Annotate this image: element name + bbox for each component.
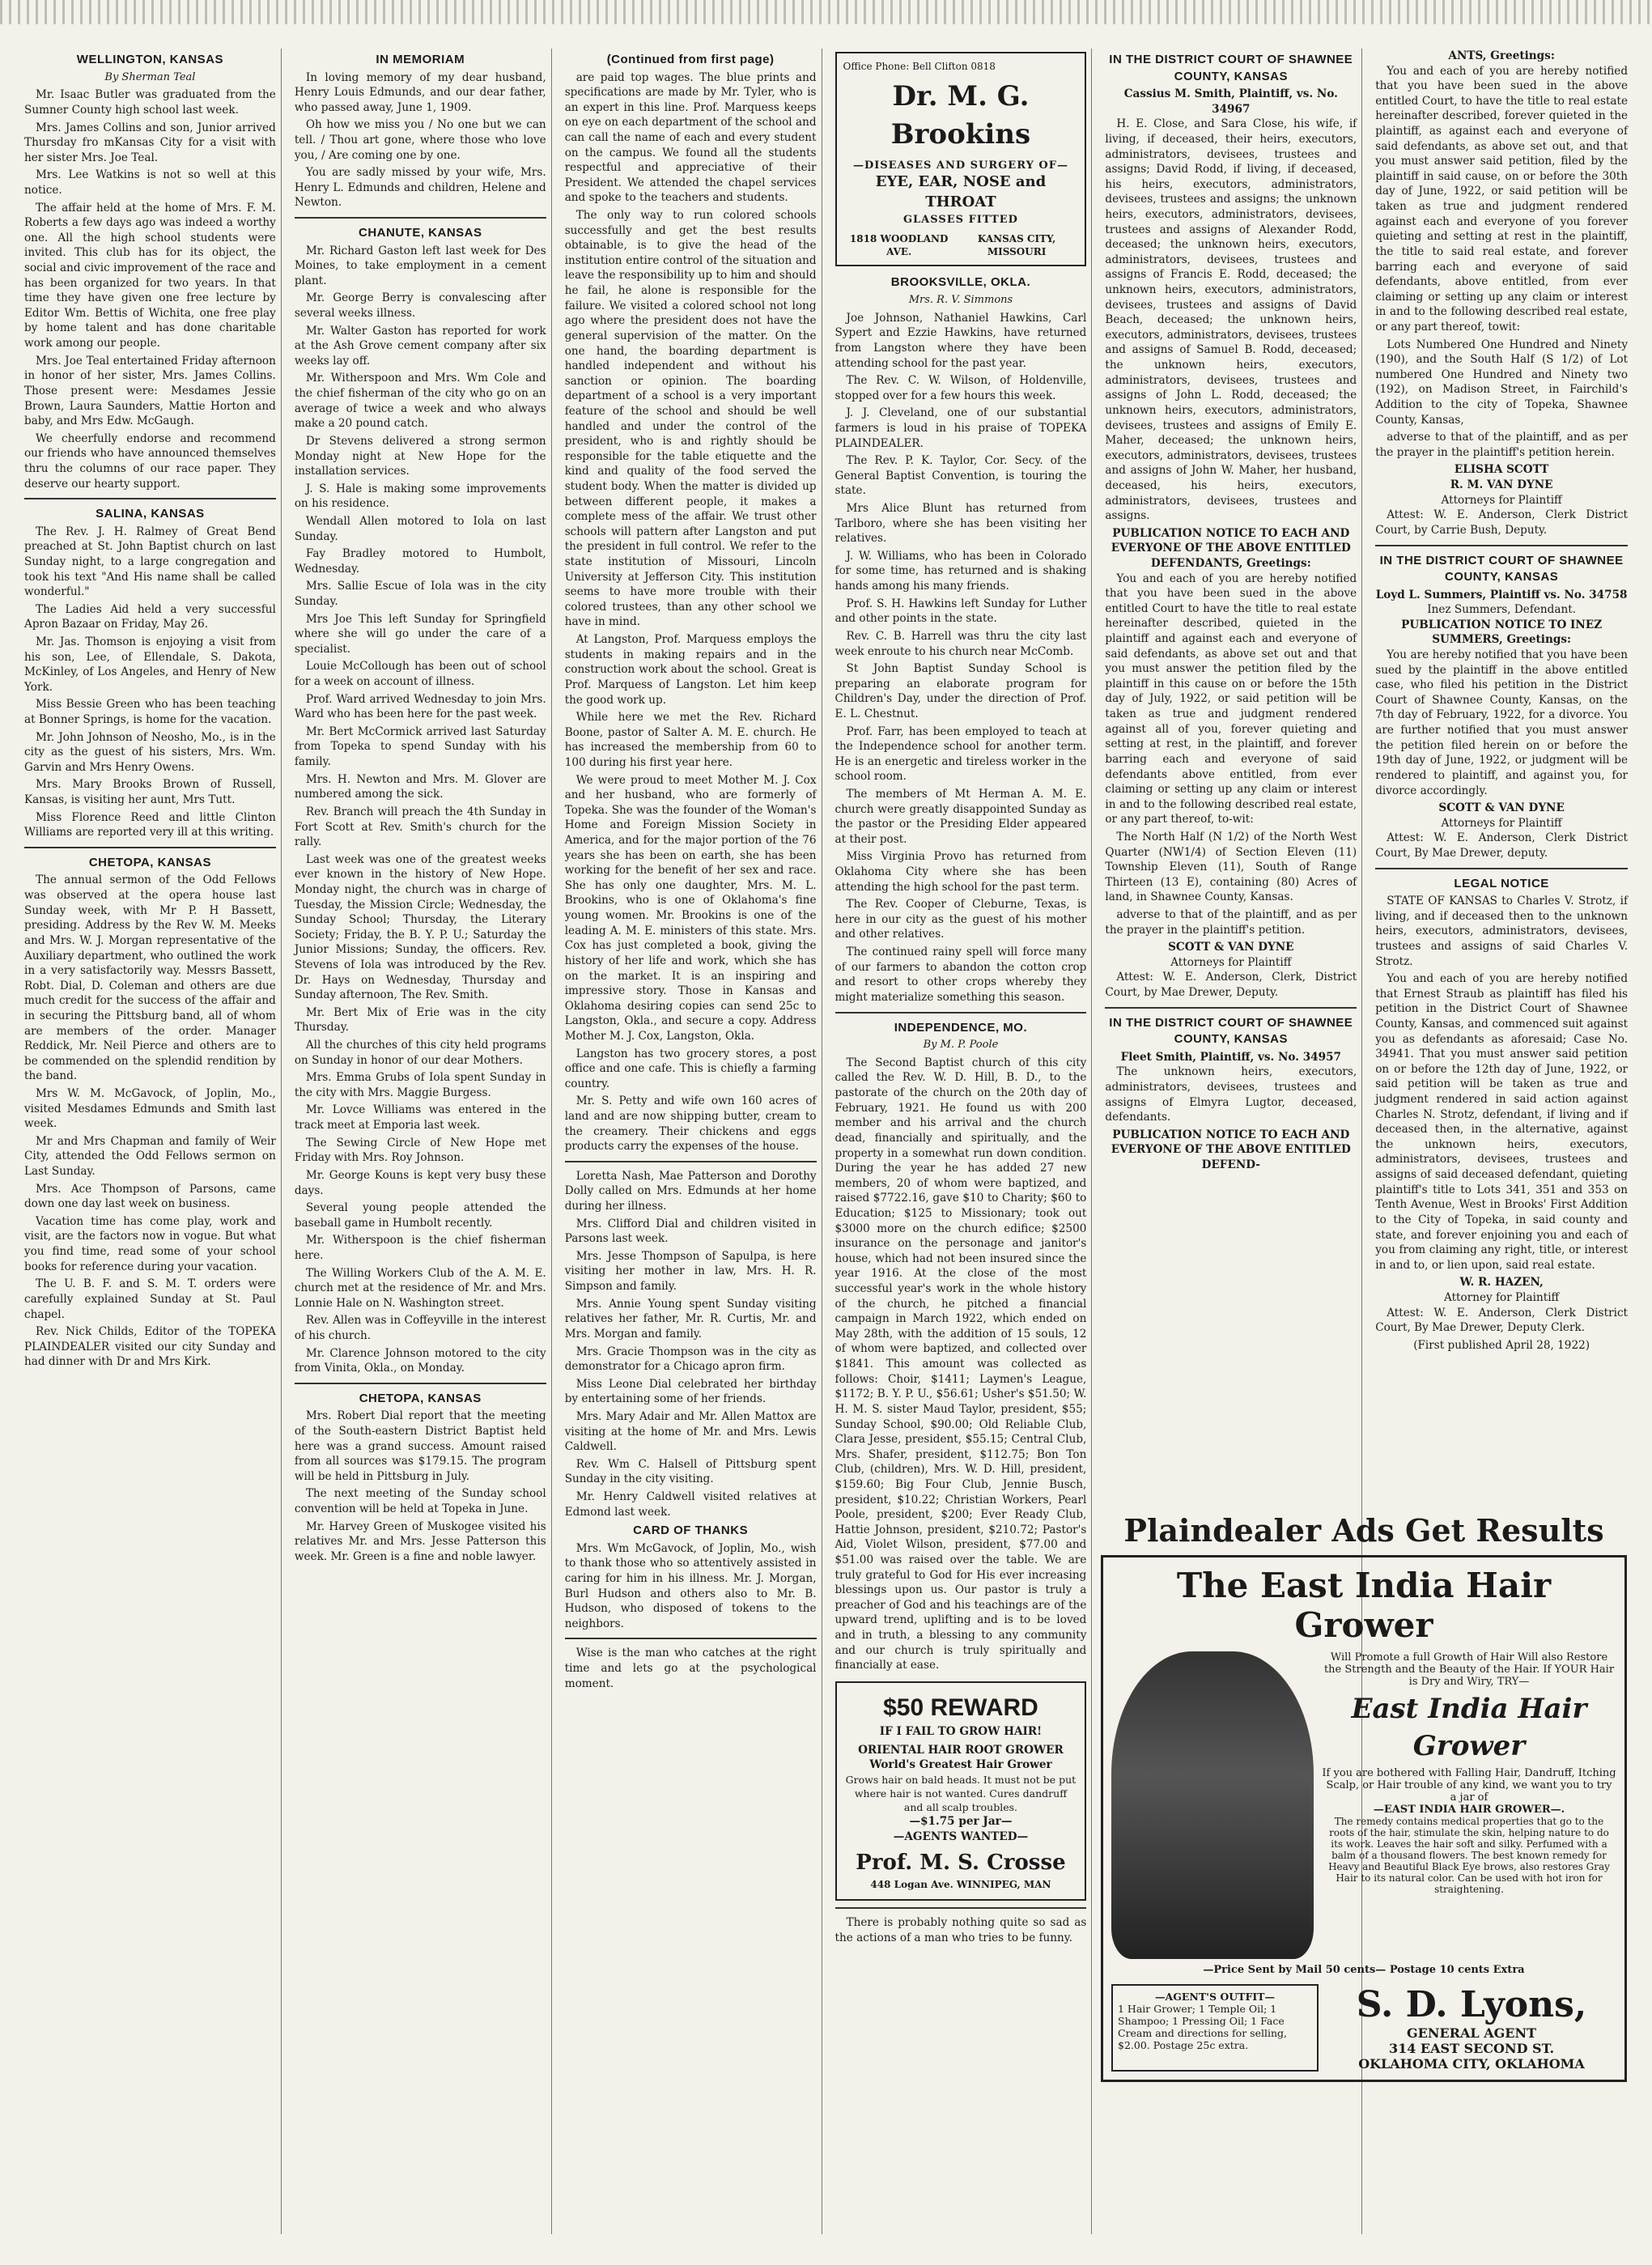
- paragraph: Mr. Walter Gaston has reported for work at the Ash Grove cement company after six weeks lay off.: [294, 324, 546, 368]
- divider: [565, 1638, 817, 1639]
- doctor-spec-2: EYE, EAR, NOSE and THROAT: [875, 173, 1047, 211]
- paragraph: Mrs. Lee Watkins is not so well at this notice.: [24, 168, 276, 197]
- hair-ad: [1101, 1555, 1627, 2082]
- agent-outfit-text: 1 Hair Grower; 1 Temple Oil; 1 Shampoo; 1 Pressing Oil; 1 Face Cream and directions for selling, $2.00. Postage 25c extra.: [1118, 2003, 1287, 2051]
- paragraph: Langston has two grocery stores, a post office and one cafe. This is chiefly a farming country.: [564, 1047, 817, 1090]
- paragraph: are paid top wages. The blue prints and specifications are made by Mr. Tyler, who is an expert in this line. Prof. Marquess keeps on eye on each department of the school and can call the name of each and every student on the campus. We found all the students respectful and appreciative of their President. We attended the chapel services and spoke to the teachers and students.: [564, 70, 817, 205]
- paragraph: Mr. Bert Mix of Erie was in the city Thursday.: [294, 1005, 546, 1035]
- heading-court-3: IN THE DISTRICT COURT OF SHAWNEE COUNTY, KANSAS: [1379, 553, 1624, 584]
- agent-name: S. D. Lyons,: [1356, 1984, 1587, 2025]
- byline-brooksville: Mrs. R. V. Simmons: [908, 293, 1013, 306]
- court1-parties: [1105, 117, 1357, 523]
- signature-3b: Attorneys for Plaintiff: [1441, 816, 1562, 830]
- signature-1b: Attorneys for Plaintiff: [1170, 955, 1292, 969]
- paragraph: Mr. Lovce Williams was entered in the track meet at Emporia last week.: [294, 1103, 546, 1132]
- case-number-1: Cassius M. Smith, Plaintiff, vs. No. 34967: [1123, 87, 1338, 116]
- paragraph: We cheerfully endorse and recommend our friends who have announced themselves thru the columns of our race paper. They deserve our hearty support.: [24, 431, 276, 491]
- paragraph: Mr. Witherspoon is the chief fisherman here.: [294, 1234, 546, 1262]
- signature-2: ELISHA SCOTT: [1454, 463, 1549, 477]
- hair-ad-lead: Will Promote a full Growth of Hair Will also Restore the Strength and the Beauty of the Hair. If YOUR Hair is Dry and Wiry, TRY—: [1323, 1651, 1615, 1688]
- heading-card-thanks: CARD OF THANKS: [633, 1523, 749, 1538]
- case-number-3: Loyd L. Summers, Plaintiff vs. No. 34758: [1375, 588, 1628, 601]
- paragraph: Vacation time has come play, work and visit, are the factors now in vogue. But what you find time, read some of your school books for reference during your vacation.: [24, 1214, 276, 1273]
- divider: [295, 217, 546, 219]
- paragraph: The only way to run colored schools successfully and get the best results obtainable, is to give the head of the institution entire control of the situation and leave the responsibility up to him and should he fail, he alone is responsible for the failure. We visited a colored school not long ago where the president does not have the general supervision of the matter. On the one hand, the boarding department is handled independent and without his sanction or opinion. The boarding department of a school is a very important feature of the school and should be well handled and under the control of the president, who is and rightly should be responsible for the table etiquette and the kind and quality of the food served the student body. When the matter is divided up between different people, it makes a complete mess of the affair. We trust other schools will pattern after Langston and put the president in full control. We refer to the state institution of Missouri, Lincoln University at Jefferson City. This institution seems to have more trouble with their colored trustees, than any other school we have in mind.: [564, 209, 817, 629]
- paragraph: The Sewing Circle of New Hope met Friday with Mrs. Roy Johnson.: [294, 1136, 546, 1165]
- paragraph: STATE OF KANSAS to Charles V. Strotz, if living, and if deceased then to the unknown heirs, executors, administrators, devisees, trustees and assigns of said Charles V. Strotz.: [1375, 895, 1629, 968]
- hair-ad-title: The East India Hair Grower: [1176, 1566, 1552, 1645]
- greetings-continued: ANTS, Greetings:: [1448, 49, 1555, 62]
- paragraph: Miss Bessie Green who has been teaching at Bonner Springs, is home for the vacation.: [24, 698, 276, 727]
- reward-line-3: Grows hair on bald heads. It must not be put where hair is not wanted. Cures dandruff and all scalp troubles.: [845, 1773, 1077, 1814]
- divider: [1375, 868, 1628, 869]
- paragraph: Mr. Bert McCormick arrived last Saturday from Topeka to spend Sunday with his family.: [294, 725, 546, 769]
- divider: [295, 1383, 546, 1384]
- paragraph: Prof. Ward arrived Wednesday to join Mrs. Ward who has been here for the past week.: [294, 692, 546, 721]
- paragraph: Mrs. Clifford Dial and children visited in Parsons last week.: [564, 1217, 817, 1246]
- heading-court-1: IN THE DISTRICT COURT OF SHAWNEE COUNTY, KANSAS: [1109, 53, 1353, 83]
- paragraph: adverse to that of the plaintiff, and as per the prayer in the plaintiff's petition herein.: [1375, 431, 1629, 459]
- paragraph: Mrs. Mary Brooks Brown of Russell, Kansas, is visiting her aunt, Mrs Tutt.: [24, 778, 276, 807]
- court3-notice-paras: [1375, 648, 1628, 798]
- hair-ad-body-2: —EAST INDIA HAIR GROWER—.: [1373, 1804, 1565, 1816]
- agent-outfit-box: [1111, 1984, 1319, 2072]
- paragraph: The next meeting of the Sunday school convention will be held at Topeka in June.: [294, 1487, 546, 1516]
- column-4: [830, 49, 1093, 2234]
- paragraph: Rev. Branch will preach the 4th Sunday in Fort Scott at Rev. Smith's church for the rally.: [294, 805, 546, 849]
- column-1: [19, 49, 282, 2234]
- reward-agents: —AGENTS WANTED—: [893, 1829, 1029, 1843]
- signature-3: SCOTT & VAN DYNE: [1438, 801, 1565, 815]
- paragraph: Mrs Joe This left Sunday for Springfield where she will go under the care of a specialist.: [294, 612, 546, 656]
- paragraph: Last week was one of the greatest weeks ever known in the history of New Hope. Monday night, the church was in charge of Tuesday, the Mission Circle; Wednesday, the Sunday School; Thursday, the Literary Society; Friday, the B. Y. P. U.; Saturday the Junior Missions; Sunday, the officers. Rev. Stevens of Iola was introduced by the Rev. Dr. Hays on Wednesday, Thursday and Sunday afternoon, The Rev. Smith.: [294, 852, 546, 1002]
- first-published: (First published April 28, 1922): [1413, 1338, 1590, 1352]
- chanute-paras: [295, 244, 546, 1376]
- agent-outfit-title: —AGENT'S OUTFIT—: [1155, 1991, 1275, 2003]
- paragraph: Prof. Farr, has been employed to teach at the Independence school for another term. He is an energetic and tireless worker in the school room.: [834, 725, 1087, 784]
- attest-2: Attest: W. E. Anderson, Clerk District Court, by Carrie Bush, Deputy.: [1375, 508, 1629, 537]
- paragraph: Mr. Harvey Green of Muskogee visited his relatives Mr. and Mrs. Jesse Patterson this week. Mr. Green is a fine and noble lawyer.: [294, 1519, 546, 1563]
- reward-line-2: World's Greatest Hair Grower: [869, 1758, 1052, 1772]
- defendant-3: Inez Summers, Defendant.: [1427, 603, 1577, 617]
- paragraph: Mrs. Mary Adair and Mr. Allen Mattox are visiting at the home of Mr. and Mrs. Lewis Caldwell.: [564, 1409, 817, 1454]
- paragraph: The Willing Workers Club of the A. M. E. church met at the residence of Mr. and Mrs. Lonnie Hale on N. Washington street.: [294, 1266, 546, 1310]
- ads-headline: Plaindealer Ads Get Results: [1123, 1512, 1604, 1549]
- signature-4b: Attorney for Plaintiff: [1444, 1290, 1560, 1304]
- paragraph: Mr. S. Petty and wife own 160 acres of land and are now shipping butter, cream to the creamery. Their chickens and eggs products carry the expenses of the house.: [564, 1094, 817, 1154]
- paragraph: J. J. Cleveland, one of our substantial farmers is loud in his praise of TOPEKA PLAINDEALER.: [834, 406, 1087, 450]
- attest-4: Attest: W. E. Anderson, Clerk District Court, By Mae Drewer, Deputy Clerk.: [1375, 1306, 1629, 1335]
- heading-chanute: CHANUTE, KANSAS: [359, 226, 482, 240]
- divider: [565, 1161, 817, 1162]
- doctor-name: Dr. M. G. Brookins: [890, 80, 1031, 151]
- paragraph: Louie McCollough has been out of school for a week on account of illness.: [294, 660, 546, 689]
- paragraph: H. E. Close, and Sara Close, his wife, if living, if deceased, their heirs, executors, administrators, devisees, trustees and assigns; David Rodd, if living, if deceased, his heirs, executors, administrators, devisees, trustees and assigns; the unknown heirs, executors, administrators, devisees, trustees and assigns of Alexander Rodd, deceased; the unknown heirs, executors, administrators, devisees, trustees and assigns of Francis E. Rodd, deceased; the unknown heirs, executors, administrators, devisees, trustees and assigns of David Beach, deceased; the unknown heirs, executors, administrators, devisees, trustees and assigns of Samuel B. Rodd, deceased; the unknown heirs, executors, administrators, devisees, trustees and assigns of John L. Rodd, deceased; the unknown heirs, executors, administrators, devisees, trustees and assigns of Emily E. Maher, deceased; the unknown heirs, executors, administrators, devisees, trustees and assigns of John W. Maher, her husband, deceased, his heirs, executors, administrators, devisees, trustees and assigns.: [1105, 117, 1357, 523]
- paragraph: In loving memory of my dear husband, Henry Louis Edmunds, and our dear father, who passed away, June 1, 1909.: [294, 70, 546, 114]
- case-number-2: Fleet Smith, Plaintiff, vs. No. 34957: [1120, 1050, 1342, 1064]
- paragraph: Mr. Richard Gaston left last week for Des Moines, to take employment in a cement plant.: [294, 244, 546, 287]
- paragraph: Mrs. Robert Dial report that the meeting of the South-eastern District Baptist held here was a grand success. Amount raised from all sources was $179.15. The program will be held in Pittsburg in July.: [294, 1409, 546, 1483]
- hair-ad-region: [1101, 1506, 1627, 2082]
- paragraph: Loretta Nash, Mae Patterson and Dorothy Dolly called on Mrs. Edmunds at her home during her illness.: [564, 1169, 817, 1213]
- byline-wellington: By Sherman Teal: [104, 70, 196, 83]
- paragraph: All the churches of this city held programs on Sunday in honor of our dear Mothers.: [294, 1039, 546, 1067]
- paragraph: The Rev. C. W. Wilson, of Holdenville, stopped over for a few hours this week.: [834, 374, 1087, 402]
- publication-notice-1: PUBLICATION NOTICE TO EACH AND EVERYONE OF THE ABOVE ENTITLED DEFENDANTS, Greetings:: [1111, 526, 1351, 570]
- paragraph: Mr. Henry Caldwell visited relatives at Edmond last week.: [564, 1490, 817, 1519]
- hair-ad-text: [1322, 1651, 1616, 1959]
- hair-ad-body: [1111, 1651, 1616, 1959]
- attest-1: Attest: W. E. Anderson, Clerk, District Court, by Mae Drewer, Deputy.: [1105, 971, 1357, 1000]
- agent-address-1: 314 EAST SECOND ST.: [1388, 2041, 1555, 2056]
- card-thanks-text: Mrs. Wm McGavock, of Joplin, Mo., wish to thank those who so attentively assisted in caring for him in his illness. Mr. J. Morgan, Burl Hudson and others also to Mr. B. Hudson, who disposed of tokens to the neighbors.: [564, 1541, 817, 1630]
- reward-name: Prof. M. S. Crosse: [856, 1851, 1066, 1876]
- reward-price: —$1.75 per Jar—: [909, 1815, 1013, 1829]
- woman-portrait-image: [1111, 1651, 1314, 1959]
- doctor-card: [835, 52, 1087, 266]
- agent-address-2: OKLAHOMA CITY, OKLAHOMA: [1358, 2056, 1585, 2072]
- paragraph: You and each of you are hereby notified that you have been sued in the above entitled Court to have the title to real estate hereinafter described, quieted in the plaintiff and against each and everyone of said defendants, as above set out and that you must answer the petition filed by the plaintiff in this cause on or before the 15th day of July, 1922, or said petition will be taken as true and judgment rendered against all of you, forever quieting and setting at rest, in the plaintiff, and forever barring each and everyone of said defendants above entitled, from ever claiming or setting up any claim or interest in and to the following described real estate, or any part thereof, to-wit:: [1105, 572, 1357, 827]
- hair-ad-body-1: If you are bothered with Falling Hair, Dandruff, Itching Scalp, or Hair trouble of any kind, we want you to try a jar of: [1322, 1767, 1616, 1804]
- divider: [24, 847, 276, 848]
- paragraph: Mr. Isaac Butler was graduated from the Sumner County high school last week.: [24, 88, 276, 117]
- heading-continued: (Continued from first page): [606, 53, 775, 66]
- agent-role: GENERAL AGENT: [1406, 2025, 1536, 2041]
- paragraph: The members of Mt Herman A. M. E. church were greatly disappointed Sunday as the pastor or the Presiding Elder appeared at their post.: [834, 788, 1087, 846]
- paragraph: The North Half (N 1/2) of the North West Quarter (NW1/4) of Section Eleven (11) Township Eleven (11), South of Range Thirteen (13 E), containing (80) Acres of land, in Shawnee County, Kansas.: [1105, 830, 1357, 904]
- court2-parties: [1105, 1065, 1357, 1124]
- chetopa-paras: [24, 873, 276, 1370]
- paragraph: You and each of you are hereby notified that Ernest Straub as plaintiff has filed his petition in the District Court of Shawnee County, Kansas, and commenced suit against you as defendants as aforesaid; Case No. 34941. That you must answer said petition on or before the 12th day of June, 1922, or said petition will be taken as true and judgment rendered in said action against Charles N. Strotz, defendant, if living and if deceased then, in the alternative, against the unknown heirs, executors, administrators, devisees, trustees and assigns of said deceased defendant, quieting plaintiff's title to Lots 341, 351 and 353 on Tenth Avenue, West in Brooks' First Addition to the City of Topeka, in said county and state, and forever enjoining you and each of you from claiming any right, title, or interest in and to, or lien upon, said real estate.: [1375, 972, 1629, 1272]
- paragraph: We were proud to meet Mother M. J. Cox and her husband, who are formerly of Topeka. She was the founder of the Woman's Home and Foreign Mission Society in America, and for the major portion of the 76 years she has been on earth, she has been working for the benefit of her sex and race. She has only one daughter, Mrs. M. L. Brookins, who is one of Oklahoma's fine young women. Mr. Brookins is one of the leading A. M. E. ministers of this state. Mrs. Cox has just completed a book, giving the history of her life and work, which she has on the market. It is an inspiring and impressive story. Those in Kansas and Oklahoma desiring copies can send 25c to Langston, Okla., and secure a copy. Address Mother M. J. Cox, Langston, Okla.: [564, 773, 817, 1043]
- legal-notice-paras: [1375, 894, 1628, 1273]
- paragraph: Miss Florence Reed and little Clinton Williams are reported very ill at this writing.: [24, 810, 276, 839]
- doctor-spec-3: GLASSES FITTED: [902, 213, 1018, 226]
- paragraph: Mrs. Emma Grubs of Iola spent Sunday in the city with Mrs. Maggie Burgess.: [294, 1071, 546, 1099]
- paragraph: J. S. Hale is making some improvements on his residence.: [294, 482, 546, 511]
- heading-memoriam: IN MEMORIAM: [376, 53, 465, 66]
- office-phone: Office Phone: Bell Clifton 0818: [843, 61, 996, 72]
- doctor-address-1: 1818 WOODLAND AVE.: [849, 232, 949, 257]
- paragraph: Rev. Nick Childs, Editor of the TOPEKA PLAINDEALER visited our city Sunday and had dinner with Dr and Mrs Kirk.: [24, 1325, 276, 1369]
- paragraph: St John Baptist Sunday School is preparing an elaborate program for Children's Day, under the direction of Prof. E. L. Chestnut.: [834, 662, 1087, 720]
- paragraph: The U. B. F. and S. M. T. orders were carefully explained Sunday at St. Paul chapel.: [24, 1277, 276, 1321]
- paragraph: Wendall Allen motored to Iola on last Sunday.: [294, 514, 546, 543]
- hair-ad-footer: [1111, 1984, 1616, 2072]
- paragraph: Several young people attended the baseball game in Humbolt recently.: [294, 1201, 546, 1230]
- paragraph: Mr. Jas. Thomson is enjoying a visit from his son, Lee, of Ellendale, S. Dakota, McKinley, of Los Angeles, and Henry of New York.: [24, 635, 276, 694]
- attest-3: Attest: W. E. Anderson, Clerk District Court, By Mae Drewer, deputy.: [1375, 831, 1629, 860]
- paragraph: The annual sermon of the Odd Fellows was observed at the opera house last Sunday week, with Mr P. H Bassett, presiding. Address by the Rev W. M. Meeks and Mrs. W. J. Morgan representative of the Auxiliary department, who outlined the work in a very satisfactorily way. Messrs Bassett, Robt. Dial, D. Coleman and others are due much credit for the success of the affair and in securing the Pittsburg band, all of whom are members of the order. Manager Reddick, Mr. Neil Pierce and others are to be commended on the splendid rendition by the band.: [24, 873, 276, 1083]
- chetopa2-paras: [295, 1409, 546, 1564]
- paragraph: While here we met the Rev. Richard Boone, pastor of Salter A. M. E. church. He has increased the membership from 60 to 100 during his first year here.: [564, 711, 817, 769]
- paragraph: The unknown heirs, executors, administrators, devisees, trustees and assigns of Elmyra Lugtor, deceased, defendants.: [1105, 1065, 1357, 1124]
- hair-ad-price: —Price Sent by Mail 50 cents— Postage 10 cents Extra: [1203, 1964, 1525, 1976]
- signature-4: W. R. HAZEN,: [1459, 1276, 1544, 1290]
- byline-independence: By M. P. Poole: [923, 1039, 999, 1052]
- paragraph: Mrs. Gracie Thompson was in the city as demonstrator for a Chicago apron firm.: [564, 1345, 817, 1374]
- paragraph: J. W. Williams, who has been in Colorado for some time, has returned and is shaking hands among his many friends.: [834, 549, 1087, 593]
- reward-ad: [835, 1681, 1087, 1902]
- paragraph: The Ladies Aid held a very successful Apron Bazaar on Friday, May 26.: [24, 602, 276, 631]
- paragraph: Mr. George Kouns is kept very busy these days.: [294, 1168, 546, 1197]
- doctor-spec-1: —DISEASES AND SURGERY OF—: [852, 159, 1068, 172]
- paragraph: The Rev. P. K. Taylor, Cor. Secy. of the General Baptist Convention, is touring the state.: [834, 454, 1087, 498]
- salina-paras: [24, 525, 276, 840]
- paragraph: Rev. Wm C. Halsell of Pittsburg spent Sunday in the city visiting.: [564, 1457, 817, 1486]
- paragraph: The affair held at the home of Mrs. F. M. Roberts a few days ago was indeed a worthy one. All the high school students were invited. This club has for its object, the social and civic improvement of the race and has been organized for two years. In that time they have given one free lecture by Editor Wm. Bettis of Wichita, one free play by home talent and has done charitable work among our people.: [24, 201, 276, 351]
- paragraph: Mr. George Berry is convalescing after several weeks illness.: [294, 291, 546, 321]
- signature-1: SCOTT & VAN DYNE: [1168, 941, 1294, 954]
- paragraph: Mr. Witherspoon and Mrs. Wm Cole and the chief fisherman of the city who go on an average of twice a week and who always make a 20 pound catch.: [294, 372, 546, 431]
- paragraph: Mr. Clarence Johnson motored to the city from Vinita, Okla., on Monday.: [294, 1346, 546, 1375]
- paragraph: Mrs. Ace Thompson of Parsons, came down one day last week on business.: [24, 1182, 276, 1211]
- paragraph: You and each of you are hereby notified that you have been sued in the above entitled Court, to have the title to real estate hereinafter described, forever quieted in the plaintiff, as against each and everyone of said defendants, as above set out, and that you must answer said petition, filed by the plaintiff in said cause, on or before the 30th day of June, 1922, or said petition will be taken as true and judgment rendered against each and everyone of you forever quieting and setting at rest in the plaintiff, the title to said real estate, and forever barring each and everyone of said defendants, above entitled, from ever claiming or setting up any claim or interest in and to the following described real estate, or any part thereof, towit:: [1375, 64, 1629, 334]
- paragraph: adverse to that of the plaintiff, and as per the prayer in the plaintiff's petition.: [1105, 908, 1357, 937]
- paragraph: Mrs. Annie Young spent Sunday visiting relatives her father, Mr. R. Curtis, Mr. and Mrs. Morgan and family.: [564, 1297, 817, 1341]
- paragraph: Mr. John Johnson of Neosho, Mo., is in the city as the guest of his sisters, Mrs. Wm. Garvin and Mrs Henry Owens.: [24, 730, 276, 774]
- page-top-edge: [0, 0, 1652, 24]
- paragraph: The Rev. J. H. Ralmey of Great Bend preached at St. John Baptist church on last Sunday night, to a large congregation and took his text "And His name shall be called wonderful.": [24, 525, 276, 599]
- paragraph: The continued rainy spell will force many of our farmers to abandon the cotton crop and resort to other crops whereby they might materialize something this season.: [834, 946, 1087, 1004]
- heading-legal-notice: LEGAL NOTICE: [1454, 876, 1549, 890]
- heading-salina: SALINA, KANSAS: [96, 507, 205, 521]
- heading-chetopa-1: CHETOPA, KANSAS: [88, 855, 211, 869]
- brooksville-paras: [835, 311, 1087, 1005]
- reward-title: $50 REWARD: [883, 1693, 1038, 1721]
- chetopa-cont-paras: [565, 1169, 817, 1519]
- signature-2b: R. M. VAN DYNE: [1450, 478, 1553, 492]
- reward-subtitle: IF I FAIL TO GROW HAIR!: [879, 1724, 1043, 1738]
- court1-notice-paras: [1105, 572, 1357, 938]
- heading-chetopa-2: CHETOPA, KANSAS: [359, 1391, 482, 1405]
- paragraph: Rev. C. B. Harrell was thru the city last week enroute to his church near McComb.: [834, 629, 1087, 658]
- heading-wellington: WELLINGTON, KANSAS: [76, 53, 224, 66]
- paragraph: Mrs. H. Newton and Mrs. M. Glover are numbered among the sick.: [294, 772, 546, 801]
- paragraph: At Langston, Prof. Marquess employs the students in making repairs and in the construction work about the school. Great is Prof. Marquess of Langston. Let him keep the good work up.: [564, 633, 817, 707]
- heading-brooksville: BROOKSVILLE, OKLA.: [890, 275, 1031, 290]
- paragraph: Dr Stevens delivered a strong sermon Monday night at New Hope for the installation services.: [294, 434, 546, 478]
- paragraph: Mrs Alice Blunt has returned from Tarlboro, where she has been visiting her relatives.: [834, 502, 1087, 546]
- agent-contact: [1327, 1984, 1616, 2072]
- court2-notice-paras: [1375, 64, 1628, 461]
- publication-notice-2: PUBLICATION NOTICE TO EACH AND EVERYONE OF THE ABOVE ENTITLED DEFEND-: [1111, 1128, 1351, 1172]
- reward-line-1: ORIENTAL HAIR ROOT GROWER: [858, 1743, 1064, 1757]
- reward-address: 448 Logan Ave. WINNIPEG, MAN: [870, 1878, 1051, 1890]
- hair-ad-brand-1: East India Hair: [1351, 1693, 1587, 1725]
- paragraph: The Rev. Cooper of Cleburne, Texas, is here in our city as the guest of his mother and other relatives.: [834, 898, 1087, 941]
- signature-2c: Attorneys for Plaintiff: [1441, 493, 1562, 507]
- paragraph: Oh how we miss you / No one but we can tell. / Thou art gone, where those who love you, / Are coming one by one.: [294, 118, 546, 162]
- memoriam-paras: [295, 70, 546, 210]
- heading-court-2: IN THE DISTRICT COURT OF SHAWNEE COUNTY, KANSAS: [1109, 1015, 1353, 1047]
- paragraph: Mrs. Sallie Escue of Iola was in the city Sunday.: [294, 580, 546, 608]
- closing-quote-3: Wise is the man who catches at the right time and lets go at the psychological moment.: [564, 1647, 817, 1690]
- column-3: [560, 49, 822, 2234]
- divider: [835, 1907, 1087, 1909]
- hair-ad-brand-2: Grower: [1412, 1730, 1526, 1762]
- divider: [1105, 1007, 1357, 1009]
- paragraph: Mr and Mrs Chapman and family of Weir City, attended the Odd Fellows sermon on Last Sunday.: [24, 1134, 276, 1179]
- closing-quote-4: There is probably nothing quite so sad as the actions of a man who tries to be funny.: [834, 1916, 1087, 1945]
- paragraph: Fay Bradley motored to Humbolt, Wednesday.: [294, 547, 546, 576]
- wellington-paras: [24, 87, 276, 491]
- paragraph: Mrs W. M. McGavock, of Joplin, Mo., visited Mesdames Edmunds and Smith last week.: [24, 1087, 276, 1131]
- paragraph: Miss Leone Dial celebrated her birthday by entertaining some of her friends.: [564, 1377, 817, 1406]
- publication-notice-3: PUBLICATION NOTICE TO INEZ SUMMERS, Greetings:: [1401, 618, 1603, 647]
- paragraph: You are sadly missed by your wife, Mrs. Henry L. Edmunds and children, Helene and Newton.: [294, 166, 546, 210]
- divider: [24, 498, 276, 499]
- divider: [1375, 545, 1628, 546]
- doctor-address: [843, 232, 1079, 259]
- divider: [835, 1012, 1087, 1014]
- continued-paras: [565, 70, 817, 1154]
- heading-independence: INDEPENDENCE, MO.: [894, 1020, 1028, 1035]
- paragraph: Rev. Allen was in Coffeyville in the interest of his church.: [294, 1314, 546, 1343]
- paragraph: Mrs. Joe Teal entertained Friday afternoon in honor of her sister, Mrs. James Collins. Those present were: Mesdames Jessie Brown, Laura Saunders, Mattie Horton and baby, and Mrs Edw. McGaugh.: [24, 354, 276, 428]
- paragraph: Miss Virginia Provo has returned from Oklahoma City where she has been attending the high school for the past term.: [834, 850, 1087, 894]
- hair-ad-body-3: The remedy contains medical properties that go to the roots of the hair, stimulate the skin, helping nature to do its work. Leaves the hair soft and silky. Perfumed with a balm of a thousand flowers. The best known remedy for Heavy and Beautiful Black Eye brows, also restores Gray Hair to its natural color. Can be used with hot iron for straightening.: [1328, 1816, 1610, 1895]
- paragraph: The Second Baptist church of this city called the Rev. W. D. Hill, B. D., to the pastorate of the church on the 20th day of February, 1921. He found us with 200 member and his arrival and the church dead, financially and spiritually, and the property in a somewhat run down condition. During the year he has added 27 new members, 20 of whom were baptized, and raised $7722.16, gave $10 to Charity; $60 to Education; $125 to Missionary; took out $3000 more on the church edifice; $2500 insurance on the personage and janitor's house, which had not been insured since the year 1916. At the close of the most successful year's work in the whole history of the church, he pitched a financial campaign in March 1922, which ended on May 28th, with the addition of 15 souls, 12 of whom were baptized, and collected over $1841. This amount was collected as follows: Choir, $1411; Laymen's League, $1172; B. Y. P. U., $56.61; Usher's $51.50; W. H. M. S. sister Maud Taylor, president, $55; Sunday School, $90.00; Old Reliable Club, Clara Jesse, president, $55.15; Central Club, Mrs. Shafer, president, $112.75; Bon Ton Club, (children), Mrs. W. D. Hill, president, $159.60; Big Four Club, Jennie Busch, president, $10.22; Christian Workers, Pearl Poole, president, $200; Ever Ready Club, Hattie Johnson, president, $210.72; Pastor's Aid, Violet Wilson, president, $77.00 and $51.00 was raised over the table. We are truly grateful to God for His ever increasing blessings upon us. Our pastor is truly a preacher of God and his teachings are of the upward trend, uplifting and is to be loved and in truth, a blessing to any community and our church is truly spiritually and financially at ease.: [834, 1056, 1087, 1672]
- paragraph: Mrs. James Collins and son, Junior arrived Thursday fro mKansas City for a visit with her sister Mrs. Joe Teal.: [24, 121, 276, 164]
- paragraph: You are hereby notified that you have been sued by the plaintiff in the above entitled case, who filed his petition in the District Court of Shawnee County, Kansas, on the 7th day of February, 1922, for a divorce. You are further notified that you must answer the petition filed herein on or before the 19th day of June, 1922, or judgment will be rendered to plaintiff, and against you, for divorce accordingly.: [1375, 648, 1629, 797]
- independence-paras: [835, 1056, 1087, 1673]
- paragraph: Prof. S. H. Hawkins left Sunday for Luther and other points in the state.: [834, 597, 1087, 626]
- doctor-address-2: KANSAS CITY, MISSOURI: [977, 232, 1056, 257]
- paragraph: Lots Numbered One Hundred and Ninety (190), and the South Half (S 1/2) of Lot numbered One Hundred and Ninety two (192), on Madison Street, in Fairchild's Addition to the city of Topeka, Shawnee County, Kansas,: [1375, 338, 1629, 427]
- paragraph: Joe Johnson, Nathaniel Hawkins, Carl Sypert and Ezzie Hawkins, have returned from Langston where they have been attending school for the past year.: [834, 311, 1087, 370]
- column-2: [290, 49, 552, 2234]
- paragraph: Mrs. Jesse Thompson of Sapulpa, is here visiting her mother in law, Mrs. H. R. Simpson and family.: [564, 1249, 817, 1294]
